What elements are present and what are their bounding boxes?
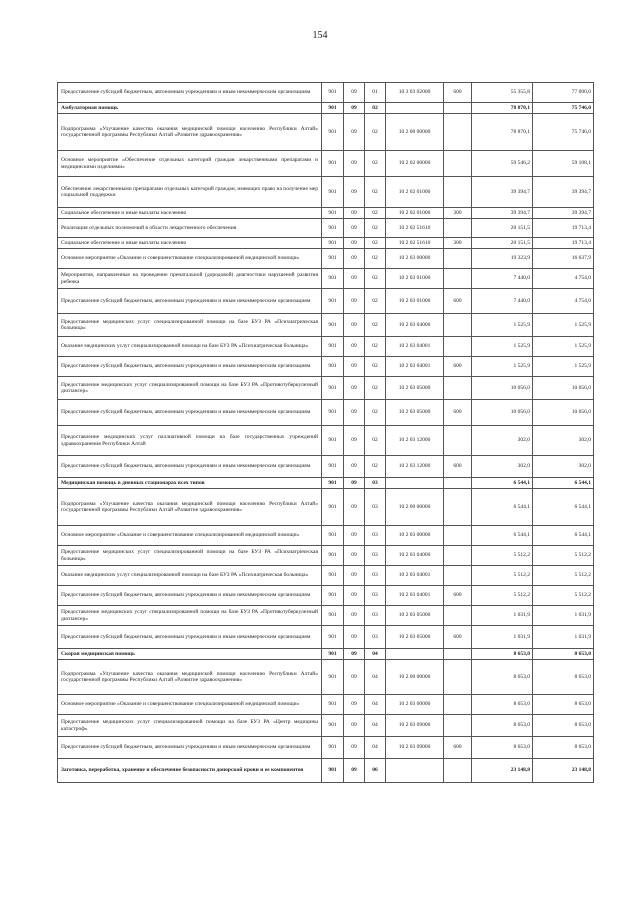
cell-subsection-code: 04	[365, 737, 386, 759]
cell-target-article-code: 10 2 03 12000	[386, 426, 444, 456]
cell-expense-type-code	[444, 489, 472, 526]
cell-name: Подпрограмма «Улучшение качества оказания медицинской помощи населению Республики Алтай» государственной программы Республики Алтай «Развитие здравоохранения»	[58, 660, 322, 695]
cell-subsection-code: 02	[365, 238, 386, 249]
cell-amount-year-2: 75 746,0	[533, 114, 594, 151]
cell-amount-year-1: 5 512,2	[472, 586, 533, 606]
cell-subsection-code: 04	[365, 715, 386, 737]
cell-department-code: 901	[322, 586, 344, 606]
cell-section-code: 09	[344, 456, 365, 478]
cell-target-article-code: 10 2 03 04000	[386, 314, 444, 337]
table-row	[58, 478, 594, 489]
cell-amount-year-2: 8 653,0	[533, 715, 594, 737]
cell-expense-type-code: 300	[444, 238, 472, 249]
cell-department-code: 901	[322, 715, 344, 737]
cell-target-article-code: 10 2 02 01000	[386, 208, 444, 219]
cell-name: Основное мероприятие «Оказание и совершенствование специализированной медицинской помощи»	[58, 526, 322, 546]
cell-amount-year-2: 1 031,9	[533, 606, 594, 626]
cell-amount-year-1: 8 653,0	[472, 649, 533, 660]
cell-name: Оказание медицинских услуг специализированной помощи на базе БУЗ РА «Психиатрическая больница»	[58, 566, 322, 586]
table-row	[58, 151, 594, 177]
cell-amount-year-2: 1 525,9	[533, 314, 594, 337]
cell-name: Реализация отдельных полномочий в области лекарственного обеспечения	[58, 219, 322, 238]
cell-name: Предоставление субсидий бюджетным, автономным учреждениям и иным некоммерческим организациям	[58, 83, 322, 103]
cell-amount-year-2: 39 394,7	[533, 177, 594, 208]
budget-table	[57, 82, 594, 783]
table-row	[58, 606, 594, 626]
cell-target-article-code: 10 2 03 00000	[386, 249, 444, 269]
cell-section-code: 09	[344, 314, 365, 337]
cell-amount-year-2: 4 754,0	[533, 269, 594, 289]
table-row	[58, 83, 594, 103]
cell-department-code: 901	[322, 626, 344, 649]
cell-amount-year-2: 77 000,0	[533, 83, 594, 103]
cell-amount-year-2: 8 653,0	[533, 695, 594, 715]
cell-section-code: 09	[344, 83, 365, 103]
cell-section-code: 09	[344, 400, 365, 426]
cell-subsection-code: 03	[365, 586, 386, 606]
table-row	[58, 314, 594, 337]
cell-department-code: 901	[322, 151, 344, 177]
cell-subsection-code: 03	[365, 526, 386, 546]
cell-amount-year-2: 8 653,0	[533, 737, 594, 759]
cell-name: Мероприятия, направленные на проведение пренатальной (дородовой) диагностики нарушений развития ребенка	[58, 269, 322, 289]
table-row	[58, 456, 594, 478]
cell-amount-year-2: 6 544,1	[533, 489, 594, 526]
cell-name: Предоставление медицинских услуг специализированной помощи на базе БУЗ РА «Противотуберкулезный диспансер»	[58, 377, 322, 400]
cell-expense-type-code	[444, 269, 472, 289]
cell-section-code: 09	[344, 660, 365, 695]
cell-department-code: 901	[322, 606, 344, 626]
cell-expense-type-code	[444, 377, 472, 400]
cell-section-code: 09	[344, 586, 365, 606]
cell-department-code: 901	[322, 478, 344, 489]
cell-section-code: 09	[344, 337, 365, 357]
cell-target-article-code: 10 2 03 09000	[386, 737, 444, 759]
table-row	[58, 566, 594, 586]
table-row	[58, 400, 594, 426]
cell-department-code: 901	[322, 649, 344, 660]
cell-amount-year-1: 7 440,0	[472, 269, 533, 289]
table-row	[58, 238, 594, 249]
cell-amount-year-2: 1 525,9	[533, 337, 594, 357]
table-row	[58, 219, 594, 238]
cell-expense-type-code: 600	[444, 357, 472, 377]
cell-target-article-code: 10 2 02 51610	[386, 219, 444, 238]
cell-amount-year-2: 5 512,2	[533, 586, 594, 606]
cell-target-article-code: 10 2 03 04001	[386, 337, 444, 357]
table-row	[58, 526, 594, 546]
cell-department-code: 901	[322, 489, 344, 526]
cell-subsection-code: 02	[365, 103, 386, 114]
table-row	[58, 337, 594, 357]
cell-amount-year-1: 8 653,0	[472, 660, 533, 695]
cell-expense-type-code	[444, 695, 472, 715]
cell-section-code: 09	[344, 219, 365, 238]
cell-department-code: 901	[322, 219, 344, 238]
cell-target-article-code: 10 2 00 00000	[386, 660, 444, 695]
table-row	[58, 715, 594, 737]
cell-department-code: 901	[322, 269, 344, 289]
cell-subsection-code: 04	[365, 695, 386, 715]
table-row	[58, 586, 594, 606]
cell-amount-year-2: 75 746,0	[533, 103, 594, 114]
cell-department-code: 901	[322, 337, 344, 357]
cell-name: Предоставление субсидий бюджетным, автономным учреждениям и иным некоммерческим организациям	[58, 400, 322, 426]
cell-amount-year-1: 1 525,9	[472, 337, 533, 357]
table-row	[58, 114, 594, 151]
cell-section-code: 09	[344, 566, 365, 586]
cell-target-article-code: 10 2 03 12000	[386, 456, 444, 478]
cell-section-code: 09	[344, 649, 365, 660]
cell-section-code: 09	[344, 737, 365, 759]
table-row	[58, 377, 594, 400]
cell-amount-year-1: 8 653,0	[472, 695, 533, 715]
cell-target-article-code: 10 3 03 02000	[386, 83, 444, 103]
cell-section-code: 09	[344, 177, 365, 208]
cell-amount-year-1: 78 870,1	[472, 103, 533, 114]
cell-section-code: 09	[344, 489, 365, 526]
cell-name: Скорая медицинская помощь	[58, 649, 322, 660]
cell-target-article-code: 10 2 03 04001	[386, 586, 444, 606]
cell-target-article-code: 10 2 02 00000	[386, 151, 444, 177]
cell-amount-year-2: 1 031,9	[533, 626, 594, 649]
cell-expense-type-code	[444, 478, 472, 489]
cell-amount-year-1: 59 546,2	[472, 151, 533, 177]
cell-department-code: 901	[322, 695, 344, 715]
cell-subsection-code: 03	[365, 478, 386, 489]
cell-amount-year-2: 19 713,4	[533, 238, 594, 249]
cell-name: Амбулаторная помощь	[58, 103, 322, 114]
cell-expense-type-code: 600	[444, 456, 472, 478]
cell-expense-type-code	[444, 103, 472, 114]
cell-expense-type-code	[444, 314, 472, 337]
cell-department-code: 901	[322, 249, 344, 269]
table-row	[58, 695, 594, 715]
cell-name: Подпрограмма «Улучшение качества оказания медицинской помощи населению Республики Алтай» государственной программы Республики Алтай «Развитие здравоохранения»	[58, 489, 322, 526]
cell-expense-type-code: 600	[444, 626, 472, 649]
cell-target-article-code: 10 2 03 04000	[386, 546, 444, 566]
page-number: 154	[312, 30, 328, 41]
cell-amount-year-1: 5 512,2	[472, 566, 533, 586]
cell-amount-year-2: 6 544,1	[533, 526, 594, 546]
cell-amount-year-1: 10 056,0	[472, 377, 533, 400]
cell-expense-type-code: 600	[444, 586, 472, 606]
cell-section-code: 09	[344, 249, 365, 269]
cell-section-code: 09	[344, 208, 365, 219]
cell-subsection-code: 02	[365, 357, 386, 377]
cell-target-article-code	[386, 759, 444, 783]
cell-subsection-code: 02	[365, 151, 386, 177]
cell-section-code: 09	[344, 715, 365, 737]
cell-department-code: 901	[322, 737, 344, 759]
cell-expense-type-code: 600	[444, 737, 472, 759]
cell-expense-type-code	[444, 526, 472, 546]
cell-amount-year-2: 10 056,0	[533, 377, 594, 400]
cell-name: Медицинская помощь в дневных стационарах всех типов	[58, 478, 322, 489]
cell-department-code: 901	[322, 546, 344, 566]
cell-department-code: 901	[322, 208, 344, 219]
cell-target-article-code: 10 2 03 04001	[386, 357, 444, 377]
cell-expense-type-code: 300	[444, 208, 472, 219]
cell-target-article-code: 10 2 03 05000	[386, 377, 444, 400]
cell-amount-year-1: 302,0	[472, 426, 533, 456]
cell-expense-type-code	[444, 546, 472, 566]
cell-name: Обеспечение лекарственными препаратами отдельных категорий граждан, имеющих право на получение мер социальной поддержки	[58, 177, 322, 208]
cell-name: Предоставление медицинских услуг специализированной помощи на базе БУЗ РА «Противотуберкулезный диспансер»	[58, 606, 322, 626]
cell-department-code: 901	[322, 357, 344, 377]
cell-section-code: 09	[344, 478, 365, 489]
cell-department-code: 901	[322, 456, 344, 478]
cell-amount-year-2: 8 653,0	[533, 660, 594, 695]
cell-department-code: 901	[322, 566, 344, 586]
cell-subsection-code: 02	[365, 400, 386, 426]
cell-amount-year-2: 8 653,0	[533, 649, 594, 660]
table-row	[58, 357, 594, 377]
cell-name: Оказание медицинских услуг специализированной помощи на базе БУЗ РА «Психиатрическая больница»	[58, 337, 322, 357]
cell-target-article-code: 10 2 03 05000	[386, 400, 444, 426]
cell-department-code: 901	[322, 289, 344, 314]
cell-name: Основное мероприятие «Обеспечение отдельных категорий граждан лекарственными препаратами и медицинскими изделиями»	[58, 151, 322, 177]
cell-subsection-code: 03	[365, 566, 386, 586]
cell-target-article-code: 10 2 00 00000	[386, 114, 444, 151]
table-row	[58, 737, 594, 759]
cell-department-code: 901	[322, 377, 344, 400]
table-row	[58, 759, 594, 783]
cell-subsection-code: 04	[365, 660, 386, 695]
cell-amount-year-2: 5 512,2	[533, 546, 594, 566]
table-row	[58, 177, 594, 208]
cell-expense-type-code: 600	[444, 400, 472, 426]
cell-amount-year-1: 23 148,8	[472, 759, 533, 783]
cell-department-code: 901	[322, 103, 344, 114]
cell-department-code: 901	[322, 400, 344, 426]
cell-subsection-code: 02	[365, 114, 386, 151]
cell-amount-year-2: 16 637,9	[533, 249, 594, 269]
cell-subsection-code: 03	[365, 606, 386, 626]
cell-expense-type-code	[444, 426, 472, 456]
cell-subsection-code: 03	[365, 626, 386, 649]
cell-department-code: 901	[322, 426, 344, 456]
cell-subsection-code: 03	[365, 489, 386, 526]
cell-amount-year-1: 6 544,1	[472, 489, 533, 526]
cell-target-article-code: 10 2 02 51610	[386, 238, 444, 249]
cell-amount-year-2: 6 544,1	[533, 478, 594, 489]
cell-subsection-code: 03	[365, 546, 386, 566]
cell-amount-year-1: 5 512,2	[472, 546, 533, 566]
cell-target-article-code: 10 2 03 00000	[386, 526, 444, 546]
cell-department-code: 901	[322, 83, 344, 103]
cell-amount-year-2: 302,0	[533, 426, 594, 456]
cell-subsection-code: 02	[365, 219, 386, 238]
cell-target-article-code: 10 2 03 05000	[386, 626, 444, 649]
cell-amount-year-1: 1 525,9	[472, 357, 533, 377]
cell-amount-year-2: 59 108,1	[533, 151, 594, 177]
cell-target-article-code: 10 2 03 01000	[386, 269, 444, 289]
table-body	[58, 83, 594, 783]
cell-subsection-code: 02	[365, 249, 386, 269]
cell-amount-year-2: 5 512,2	[533, 566, 594, 586]
cell-name: Предоставление субсидий бюджетным, автономным учреждениям и иным некоммерческим организациям	[58, 737, 322, 759]
cell-amount-year-2: 19 713,4	[533, 219, 594, 238]
cell-amount-year-1: 19 323,9	[472, 249, 533, 269]
cell-amount-year-2: 23 148,8	[533, 759, 594, 783]
cell-amount-year-1: 7 440,0	[472, 289, 533, 314]
cell-subsection-code: 02	[365, 208, 386, 219]
cell-amount-year-1: 39 394,7	[472, 177, 533, 208]
cell-section-code: 09	[344, 626, 365, 649]
cell-expense-type-code	[444, 177, 472, 208]
cell-subsection-code: 01	[365, 83, 386, 103]
cell-section-code: 09	[344, 238, 365, 249]
cell-section-code: 09	[344, 695, 365, 715]
cell-amount-year-1: 78 870,1	[472, 114, 533, 151]
cell-target-article-code	[386, 649, 444, 660]
cell-name: Предоставление субсидий бюджетным, автономным учреждениям и иным некоммерческим организациям	[58, 456, 322, 478]
cell-department-code: 901	[322, 238, 344, 249]
cell-target-article-code: 10 2 00 00000	[386, 489, 444, 526]
cell-department-code: 901	[322, 660, 344, 695]
cell-subsection-code: 02	[365, 337, 386, 357]
cell-subsection-code: 04	[365, 649, 386, 660]
cell-amount-year-2: 4 754,0	[533, 289, 594, 314]
table-row	[58, 626, 594, 649]
cell-expense-type-code	[444, 249, 472, 269]
cell-name: Основное мероприятие «Оказание и совершенствование специализированной медицинской помощи»	[58, 695, 322, 715]
table-row	[58, 426, 594, 456]
cell-target-article-code	[386, 103, 444, 114]
cell-target-article-code	[386, 478, 444, 489]
cell-department-code: 901	[322, 526, 344, 546]
cell-name: Предоставление медицинских услуг специализированной помощи на базе БУЗ РА «Психиатрическая больница»	[58, 546, 322, 566]
cell-section-code: 09	[344, 526, 365, 546]
table-row	[58, 289, 594, 314]
cell-subsection-code: 02	[365, 426, 386, 456]
cell-subsection-code: 02	[365, 377, 386, 400]
cell-amount-year-1: 302,0	[472, 456, 533, 478]
cell-amount-year-1: 20 151,5	[472, 238, 533, 249]
table-row	[58, 546, 594, 566]
cell-expense-type-code	[444, 649, 472, 660]
cell-target-article-code: 10 2 02 01000	[386, 177, 444, 208]
cell-subsection-code: 02	[365, 289, 386, 314]
cell-target-article-code: 10 2 03 01000	[386, 289, 444, 314]
cell-name: Предоставление медицинских услуг паллиативной помощи на базе государственных учреждений здравоохранения Республики Алтай	[58, 426, 322, 456]
cell-section-code: 09	[344, 114, 365, 151]
cell-target-article-code: 10 2 03 04001	[386, 566, 444, 586]
cell-name: Предоставление медицинских услуг специализированной помощи на базе БУЗ РА «Психиатрическая больница»	[58, 314, 322, 337]
cell-department-code: 901	[322, 759, 344, 783]
table-row	[58, 489, 594, 526]
cell-department-code: 901	[322, 177, 344, 208]
cell-name: Предоставление субсидий бюджетным, автономным учреждениям и иным некоммерческим организациям	[58, 357, 322, 377]
table-row	[58, 649, 594, 660]
cell-amount-year-1: 8 653,0	[472, 715, 533, 737]
cell-amount-year-1: 39 394,7	[472, 208, 533, 219]
cell-name: Предоставление субсидий бюджетным, автономным учреждениям и иным некоммерческим организациям	[58, 586, 322, 606]
cell-subsection-code: 06	[365, 759, 386, 783]
cell-amount-year-1: 1 031,9	[472, 606, 533, 626]
cell-expense-type-code: 600	[444, 83, 472, 103]
cell-target-article-code: 10 2 03 05000	[386, 606, 444, 626]
cell-name: Заготовка, переработка, хранение и обеспечение безопасности донорской крови и ее компонентов	[58, 759, 322, 783]
cell-expense-type-code	[444, 759, 472, 783]
cell-subsection-code: 02	[365, 314, 386, 337]
cell-section-code: 09	[344, 357, 365, 377]
cell-name: Подпрограмма «Улучшение качества оказания медицинской помощи населению Республики Алтай» государственной программы Республики Алтай «Развитие здравоохранения»	[58, 114, 322, 151]
cell-expense-type-code	[444, 151, 472, 177]
cell-amount-year-1: 20 151,5	[472, 219, 533, 238]
cell-section-code: 09	[344, 606, 365, 626]
cell-amount-year-1: 6 544,1	[472, 478, 533, 489]
table-row	[58, 269, 594, 289]
cell-section-code: 09	[344, 377, 365, 400]
cell-section-code: 09	[344, 546, 365, 566]
cell-department-code: 901	[322, 314, 344, 337]
cell-section-code: 09	[344, 103, 365, 114]
cell-section-code: 09	[344, 269, 365, 289]
cell-name: Предоставление субсидий бюджетным, автономным учреждениям и иным некоммерческим организациям	[58, 626, 322, 649]
cell-expense-type-code	[444, 715, 472, 737]
cell-target-article-code: 10 2 03 00000	[386, 695, 444, 715]
cell-amount-year-1: 10 056,0	[472, 400, 533, 426]
cell-name: Предоставление медицинских услуг специализированной помощи на базе БУЗ РА «Центр медицины катастроф»	[58, 715, 322, 737]
cell-section-code: 09	[344, 426, 365, 456]
table-row	[58, 660, 594, 695]
cell-amount-year-2: 302,0	[533, 456, 594, 478]
cell-expense-type-code	[444, 566, 472, 586]
table-row	[58, 208, 594, 219]
cell-amount-year-1: 1 525,9	[472, 314, 533, 337]
cell-expense-type-code	[444, 606, 472, 626]
cell-amount-year-2: 10 056,0	[533, 400, 594, 426]
cell-amount-year-1: 8 653,0	[472, 737, 533, 759]
cell-name: Социальное обеспечение и иные выплаты населению	[58, 238, 322, 249]
cell-expense-type-code	[444, 219, 472, 238]
cell-expense-type-code: 600	[444, 289, 472, 314]
cell-department-code: 901	[322, 114, 344, 151]
table-row	[58, 103, 594, 114]
cell-section-code: 09	[344, 151, 365, 177]
table-row	[58, 249, 594, 269]
cell-expense-type-code	[444, 337, 472, 357]
cell-amount-year-2: 1 525,9	[533, 357, 594, 377]
cell-amount-year-1: 1 031,9	[472, 626, 533, 649]
cell-amount-year-1: 6 544,1	[472, 526, 533, 546]
cell-amount-year-2: 39 394,7	[533, 208, 594, 219]
cell-target-article-code: 10 2 03 09000	[386, 715, 444, 737]
cell-section-code: 09	[344, 759, 365, 783]
cell-name: Социальное обеспечение и иные выплаты населению	[58, 208, 322, 219]
cell-name: Основное мероприятие «Оказание и совершенствование специализированной медицинской помощи»	[58, 249, 322, 269]
cell-expense-type-code	[444, 114, 472, 151]
cell-subsection-code: 02	[365, 456, 386, 478]
cell-section-code: 09	[344, 289, 365, 314]
cell-amount-year-1: 55 355,8	[472, 83, 533, 103]
cell-expense-type-code	[444, 660, 472, 695]
cell-name: Предоставление субсидий бюджетным, автономным учреждениям и иным некоммерческим организациям	[58, 289, 322, 314]
cell-subsection-code: 02	[365, 269, 386, 289]
cell-subsection-code: 02	[365, 177, 386, 208]
